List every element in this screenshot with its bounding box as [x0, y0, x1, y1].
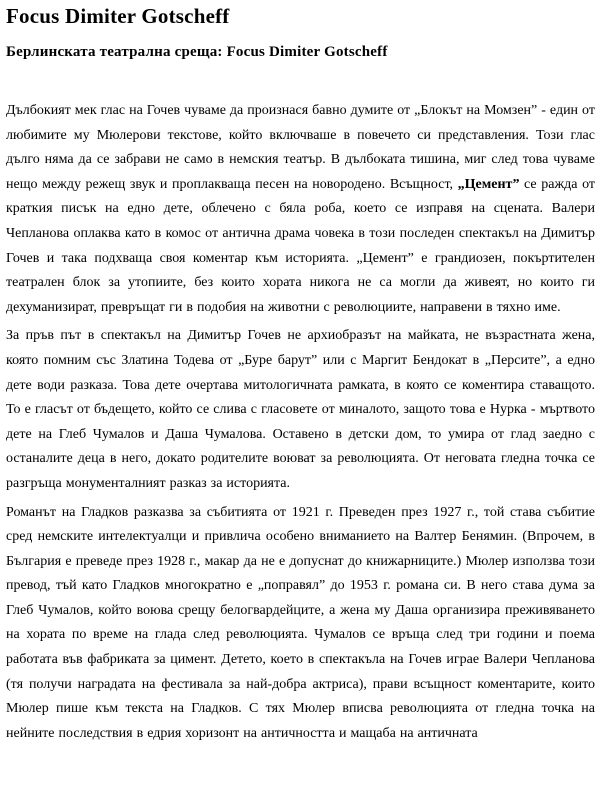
paragraph-text: Дълбокият мек глас на Гочев чуваме да произнася бавно думите от „Блокът на Момзен” - един от любимите му Мюлерови текстове, който включваше в повечето си представления. Този глас дълго няма да се забрави не само в немския театър. В дълбоката тишина, миг след това чуваме нещо между режещ звук и проплакваща песен на новородено. Всъщност, — [6, 103, 595, 192]
document-title: Focus Dimiter Gotscheff — [6, 4, 230, 28]
document-body — [6, 99, 595, 746]
paragraph — [6, 324, 595, 496]
paragraph — [6, 99, 595, 320]
paragraph-text: Романът на Гладков разказва за събитията от 1921 г. Преведен през 1927 г., той става събитие сред немските интелектуалци и привлича особено вниманието на Валтер Бенямин. (Впрочем, в България е преведе през 1928 г., макар да не е допуснат до книжарниците.) Мюлер използва този превод, тъй като Гладков многократно е „поправял” до 1953 г. романа си. В него става дума за Глеб Чумалов, който воюва срещу белогвардейците, а жена му Даша организира преживяването на хората по време на глада след революцията. Чумалов се връща след три години и поема работата във фабриката за цимент. Детето, което в спектакъла на Гочев играе Валери Чепланова (тя получи наградата на фестивала за най-добра актриса), прави всъщност коментарите, които Мюлер пише към текста на Гладков. С тях Мюлер вписва революцията от гледна точка на нейните последствия в едрия хоризонт на античността и мащаба на античната — [6, 504, 595, 741]
paragraph-text: За пръв път в спектакъл на Димитър Гочев не архиобразът на майката, не възрастната жена, която помним със Златина Тодева от „Буре барут” или с Маргит Бендокат в „Персите”, а едно дете води разказа. Това дете очертава митологичната рамката, в която се коментира ставащото. То е гласът от бъдещето, който се слива с гласовете от миналото, защото това е Нурка - мъртвото дете на Глеб Чумалов и Даша Чумалова. Оставено в детски дом, то умира от глад заедно с останалите деца в него, докато родителите воюват за революцията. От неговата гледна точка се разгръща монументалният разказ за историята. — [6, 328, 595, 491]
document-subtitle: Берлинската театрална среща: Focus Dimiter Gotscheff — [6, 44, 388, 60]
paragraph-text: се ражда от краткия писък на едно дете, облечено с бяла роба, което се изправя на сцената. Валери Чепланова оплаква като в комос от антична драма човека в този последен спектакъл на Димитър Гочев и така подхваща своя коментар към историята. „Цемент” е грандиозен, покъртителен театрален блок за утопиите, без които хората никога не са могли да живеят, но които ги дехуманизират, превръщат ги в подобия на животни с революциите, направени в тяхно име. — [6, 176, 595, 315]
paragraph — [6, 501, 595, 747]
paragraph-text-bold: „Цемент” — [457, 176, 520, 192]
